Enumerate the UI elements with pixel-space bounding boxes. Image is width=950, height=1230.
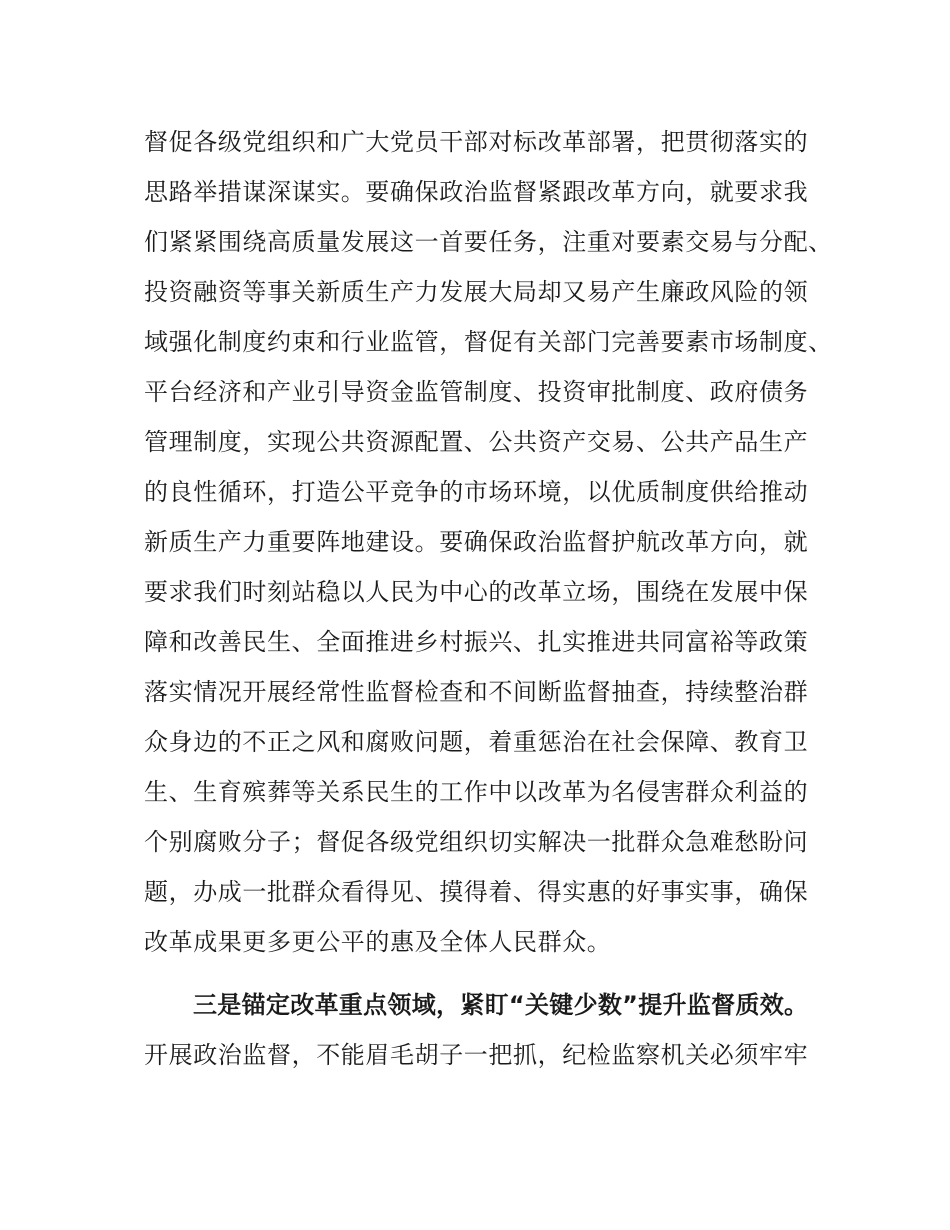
text-line: 题，办成一批群众看得见、摸得着、得实惠的好事实事，确保 xyxy=(144,878,809,906)
text-line: 平台经济和产业引导资金监管制度、投资审批制度、政府债务 xyxy=(144,378,809,406)
text-line: 管理制度，实现公共资源配置、公共资产交易、公共产品生产 xyxy=(144,428,809,456)
section-heading: 三是锚定改革重点领域，紧盯“关键少数”提升监督质效。 xyxy=(193,991,809,1019)
text-line: 开展政治监督，不能眉毛胡子一把抓，纪检监察机关必须牢牢 xyxy=(144,1041,809,1069)
text-line: 障和改善民生、全面推进乡村振兴、扎实推进共同富裕等政策 xyxy=(144,628,809,656)
text-line: 思路举措谋深谋实。要确保政治监督紧跟改革方向，就要求我 xyxy=(144,178,809,206)
text-line: 新质生产力重要阵地建设。要确保政治监督护航改革方向，就 xyxy=(144,528,809,556)
text-line: 督促各级党组织和广大党员干部对标改革部署，把贯彻落实的 xyxy=(144,128,809,156)
text-line: 们紧紧围绕高质量发展这一首要任务，注重对要素交易与分配、 xyxy=(144,228,833,256)
text-line: 落实情况开展经常性监督检查和不间断监督抽查，持续整治群 xyxy=(144,678,809,706)
text-line: 域强化制度约束和行业监管，督促有关部门完善要素市场制度、 xyxy=(144,328,833,356)
text-line: 个别腐败分子；督促各级党组织切实解决一批群众急难愁盼问 xyxy=(144,828,809,856)
text-line: 生、生育殡葬等关系民生的工作中以改革为名侵害群众利益的 xyxy=(144,778,809,806)
text-line: 投资融资等事关新质生产力发展大局却又易产生廉政风险的领 xyxy=(144,278,809,306)
text-line: 要求我们时刻站稳以人民为中心的改革立场，围绕在发展中保 xyxy=(144,578,809,606)
text-line: 众身边的不正之风和腐败问题，着重惩治在社会保障、教育卫 xyxy=(144,728,809,756)
text-line: 改革成果更多更公平的惠及全体人民群众。 xyxy=(144,928,612,956)
text-line: 的良性循环，打造公平竞争的市场环境，以优质制度供给推动 xyxy=(144,478,809,506)
